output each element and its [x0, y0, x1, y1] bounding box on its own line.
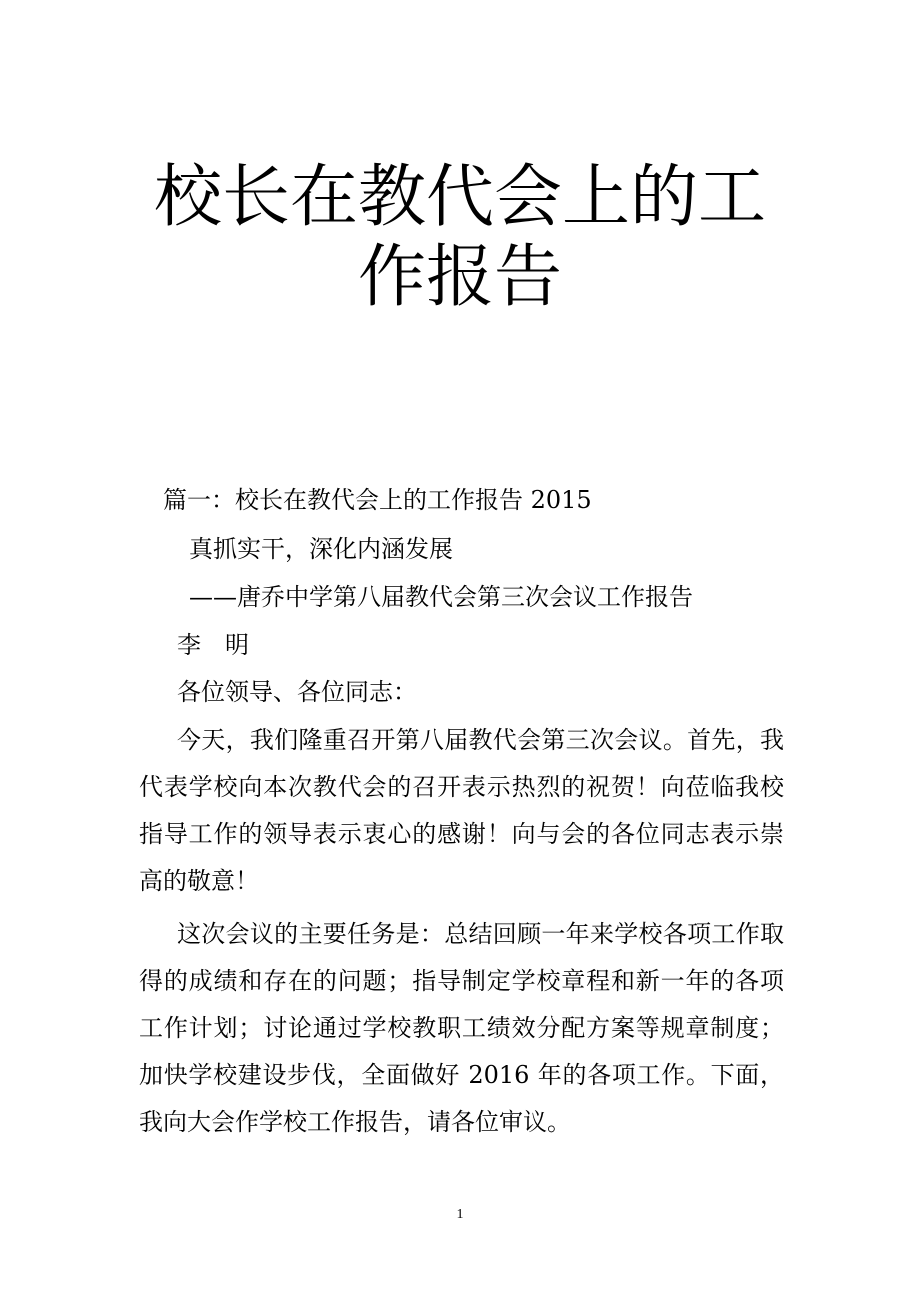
body-paragraph-1: 今天，我们隆重召开第八届教代会第三次会议。首先，我代表学校向本次教代会的召开表示热烈的祝贺！向莅临我校指导工作的领导表示衷心的感谢！向与会的各位同志表示崇高的敬意！: [139, 726, 784, 895]
salutation: 各位领导、各位同志：: [177, 678, 417, 706]
section-heading: 篇一：校长在教代会上的工作报告 2015: [163, 486, 592, 514]
author-name: 李 明: [177, 631, 249, 659]
page-number: 1: [456, 1207, 464, 1222]
meeting-line: ——唐乔中学第八届教代会第三次会议工作报告: [189, 583, 693, 611]
body-paragraph-2: 这次会议的主要任务是：总结回顾一年来学校各项工作取得的成绩和存在的问题；指导制定学校章程和新一年的各项工作计划；讨论通过学校教职工绩效分配方案等规章制度；加快学校建设步伐，全面做好 2016 年的各项工作。下面，我向大会作学校工作报告，请各位审议。: [139, 920, 784, 1136]
document-title: 校长在教代会上的工作报告: [153, 158, 766, 317]
subtitle: 真抓实干，深化内涵发展: [189, 535, 453, 563]
